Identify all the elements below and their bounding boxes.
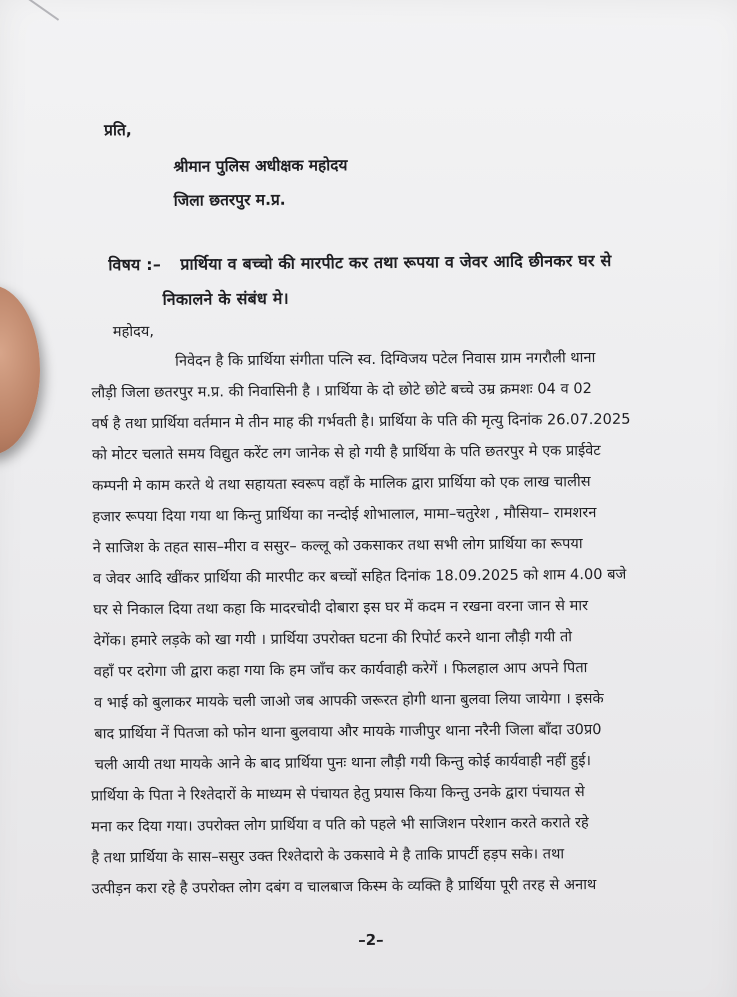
body-line: है तथा प्रार्थिया के सास–ससुर उक्त रिश्तेदारो के उकसावे मे है ताकि प्रापर्टी हड़प सके। तथा — [91, 845, 565, 867]
body-line: उत्पीड़न करा रहे है उपरोक्त लोग दबंग व चालबाज किस्म के व्यक्ति है प्रार्थिया पूरी तरह से अनाथ — [91, 876, 597, 898]
subject-line-1: प्रार्थिया व बच्चो की मारपीट कर तथा रूपया व जेवर आदि छीनकर घर से — [180, 250, 612, 274]
body-line: ने साजिश के तहत सास–मीरा व ससुर– कल्लू को उकसाकर तथा सभी लोग प्रार्थिया का रूपया — [92, 535, 583, 557]
subject-line-2: निकालने के संबंध मे। — [162, 288, 289, 309]
body-line: हजार रूपया दिया गया था किन्तु प्रार्थिया का नन्दोई शोभालाल, मामा–चतुरेश , मौसिया– रामशरन — [92, 504, 597, 526]
salutation-to: प्रति, — [104, 121, 132, 140]
addressee-line-2: जिला छतरपुर म.प्र. — [173, 190, 286, 210]
body-line: व भाई को बुलाकर मायके चली जाओ जब आपकी जरूरत होगी थाना बुलवा लिया जायेगा । इसके — [94, 689, 604, 712]
body-line: व जेवर आदि खींकर प्रार्थिया की मारपीट कर बच्चों सहित दिनांक 18.09.2025 को शाम 4.00 बजे — [92, 565, 627, 588]
body-line: मना कर दिया गया। उपरोक्त लोग प्रार्थिया व पति को पहले भी साजिशन परेशान करते कराते रहे — [91, 814, 589, 836]
body-line: लौड़ी जिला छतरपुर म.प्र. की निवासिनी है । प्रार्थिया के दो छोटे छोटे बच्चे उम्र क्रमशः 04 व 02 — [91, 380, 592, 402]
body-line: वर्ष है तथा प्रार्थिया वर्तमान मे तीन माह की गर्भवती है। प्रार्थिया के पति की मृत्यु दिनांक 26.07.2025 — [91, 410, 631, 433]
body-line: चली आयी तथा मायके आने के बाद प्रार्थिया पुनः थाना लौड़ी गयी किन्तु कोई कार्यवाही नहीं हुई। — [94, 752, 592, 774]
body-line: घर से निकाल दिया तथा कहा कि मादरचोदी दोबारा इस घर में कदम न रखना वरना जान से मार — [93, 597, 589, 619]
body-line: बाद प्रार्थिया नें पितजा को फोन थाना बुलवाया और मायके गाजीपुर थाना नरैनी जिला बाँदा उ0प्र0 — [94, 720, 602, 743]
body-line: कम्पनी मे काम करते थे तथा सहायता स्वरूप वहाँ के मालिक द्वारा प्रार्थिया को एक लाख चालीस — [92, 473, 591, 495]
addressee-line-1: श्रीमान पुलिस अधीक्षक महोदय — [173, 156, 348, 176]
body-line: देगेंक। हमारे लड़के को खा गयी । प्रार्थिया उपरोक्त घटना की रिपोर्ट करने थाना लौड़ी गयी तो — [93, 628, 573, 650]
body-line: को मोटर चलाते समय विद्युत करेंट लग जानेक से हो गयी है प्रार्थिया के पति छतरपुर मे एक प्राईवेट — [91, 441, 601, 464]
subject-label: विषय :– — [108, 254, 162, 275]
greeting: महोदय, — [112, 322, 155, 341]
body-line: निवेदन है कि प्रार्थिया संगीता पत्नि स्व. दिग्विजय पटेल निवास ग्राम नगरौली थाना — [175, 349, 596, 370]
page-number: –2– — [358, 930, 384, 950]
body-line: वहाँ पर दरोगा जी द्वारा कहा गया कि हम जाँच कर कार्यवाही करेगें । फिलहाल आप अपने पिता — [93, 659, 588, 681]
body-line: प्रार्थिया के पिता ने रिश्तेदारों के माध्यम से पंचायत हेतु प्रयास किया किन्तु उनके द्वारा पंचायत से — [90, 783, 585, 805]
